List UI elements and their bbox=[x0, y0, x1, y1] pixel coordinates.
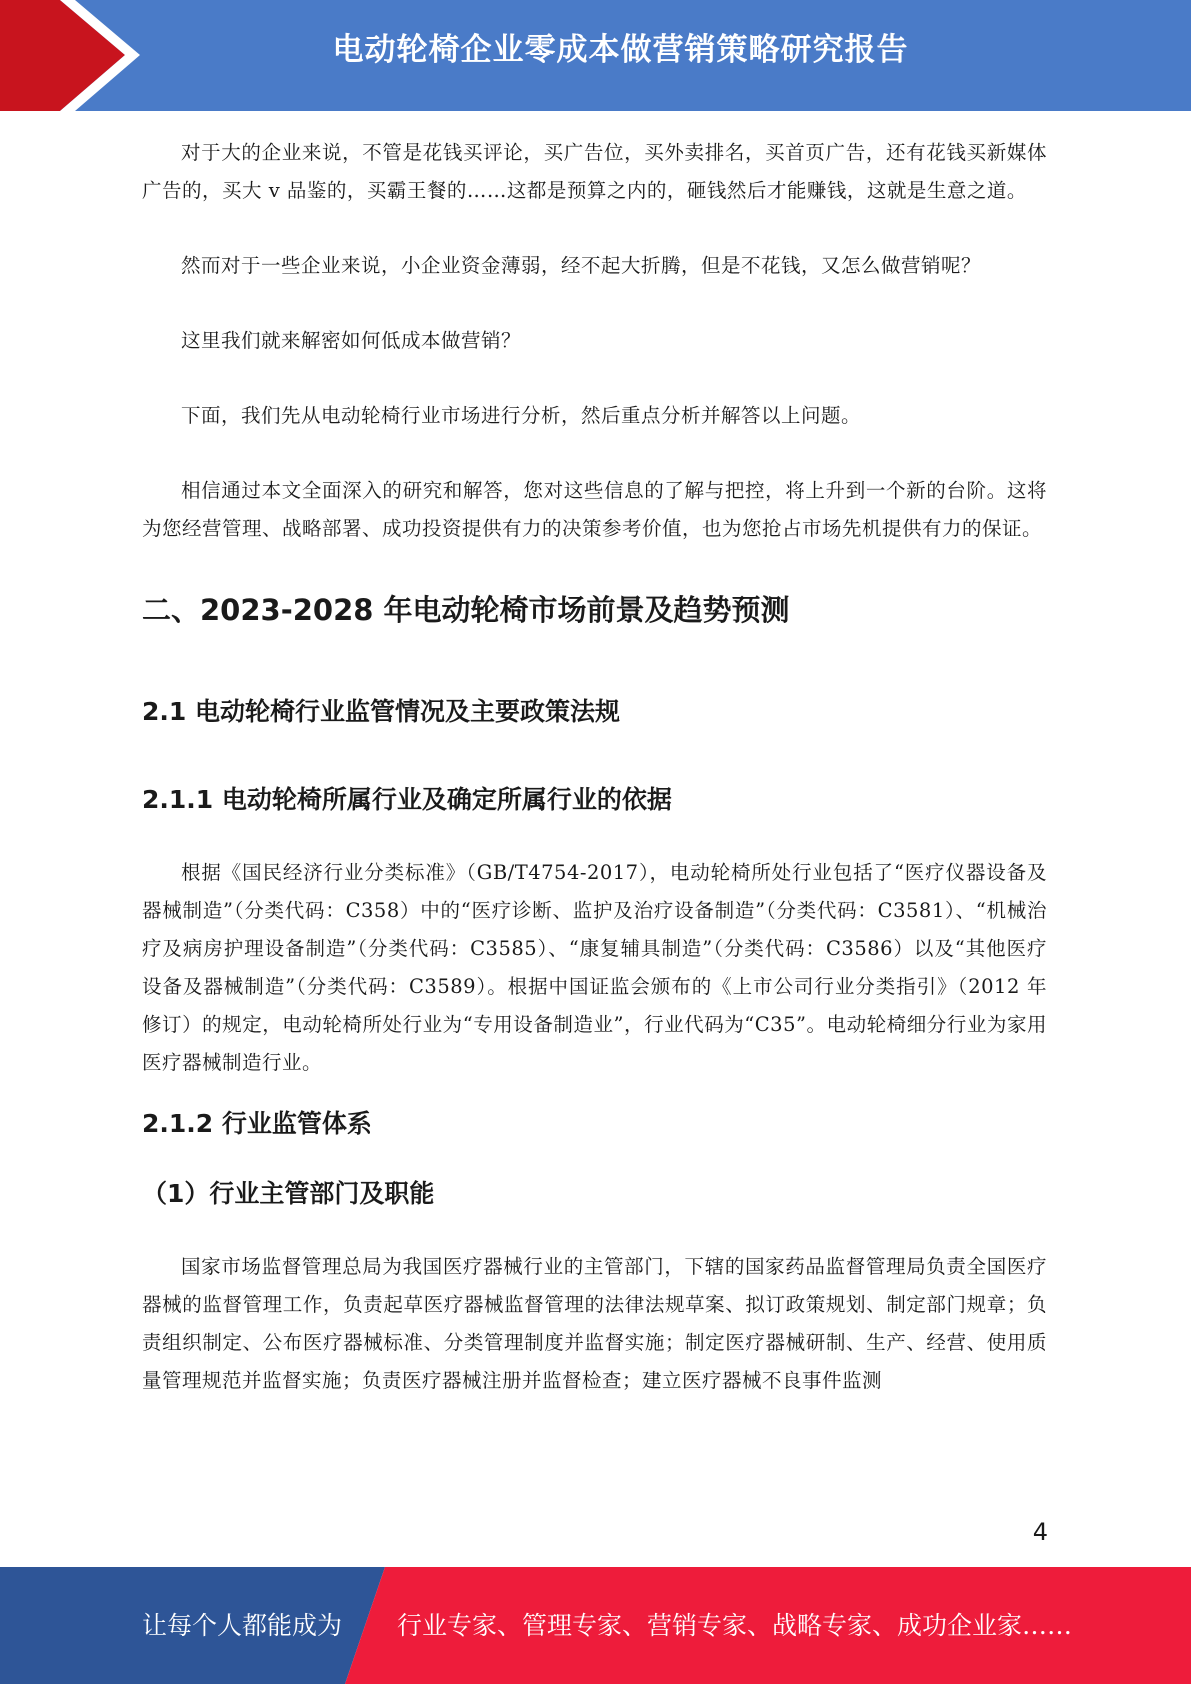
report-title: 电动轮椅企业零成本做营销策略研究报告 bbox=[332, 32, 909, 68]
heading-2-1-2: 2.1.2 行业监管体系 bbox=[142, 1109, 372, 1138]
heading-2-1: 2.1 电动轮椅行业监管情况及主要政策法规 bbox=[142, 697, 620, 726]
section-heading-2: 二、2023-2028 年电动轮椅市场前景及趋势预测 bbox=[142, 593, 790, 627]
paragraph-industry-classification: 根据《国民经济行业分类标准》（GB/T4754-2017），电动轮椅所处行业包括了“医疗仪器设备及器械制造”（分类代码：C358）中的“医疗诊断、监护及治疗设备制造”（分类代码：C3581）、“机械治疗及病房护理设备制造”（分类代码：C3585）、“康复辅具制造”（分类代码：C3586）以及“其他医疗设备及器械制造”（分类代码：C3589）。根据中国证监会颁布的《上市公司行业分类指引》（2012 年修订）的规定，电动轮椅所处行业为“专用设备制造业”，行业代码为“C35”。电动轮椅细分行业为家用医疗器械制造行业。 bbox=[142, 861, 1047, 1074]
heading-2-1-1: 2.1.1 电动轮椅所属行业及确定所属行业的依据 bbox=[142, 785, 672, 814]
page-footer bbox=[0, 1567, 1191, 1684]
paragraph-value: 相信通过本文全面深入的研究和解答，您对这些信息的了解与把控，将上升到一个新的台阶。这将为您经营管理、战略部署、成功投资提供有力的决策参考价值，也为您抢占市场先机提供有力的保证。 bbox=[142, 479, 1047, 540]
paragraph-intro: 对于大的企业来说，不管是花钱买评论，买广告位，买外卖排名，买首页广告，还有花钱买新媒体广告的，买大 v 品鉴的，买霸王餐的……这都是预算之内的，砸钱然后才能赚钱，这就是生意之道。 bbox=[142, 141, 1047, 202]
paragraph-small-business: 然而对于一些企业来说，小企业资金薄弱，经不起大折腾，但是不花钱，又怎么做营销呢？ bbox=[181, 254, 982, 277]
footer-slogan-right: 行业专家、管理专家、营销专家、战略专家、成功企业家…… bbox=[397, 1611, 1073, 1640]
paragraph-regulator-duties: 国家市场监督管理总局为我国医疗器械行业的主管部门，下辖的国家药品监督管理局负责全国医疗器械的监督管理工作，负责起草医疗器械监督管理的法律法规草案、拟订政策规划、制定部门规章；负责组织制定、公布医疗器械标准、分类管理制度并监督实施；制定医疗器械研制、生产、经营、使用质量管理规范并监督实施；负责医疗器械注册并监督检查；建立医疗器械不良事件监测 bbox=[142, 1255, 1047, 1392]
footer-slogan-left: 让每个人都能成为 bbox=[142, 1611, 343, 1640]
heading-regulator: （1）行业主管部门及职能 bbox=[142, 1179, 435, 1208]
page-number: 4 bbox=[1032, 1518, 1048, 1546]
paragraph-analysis: 下面，我们先从电动轮椅行业市场进行分析，然后重点分析并解答以上问题。 bbox=[181, 404, 862, 427]
page-header bbox=[0, 0, 1191, 111]
document-body bbox=[142, 130, 1047, 1400]
paragraph-question: 这里我们就来解密如何低成本做营销？ bbox=[181, 329, 522, 352]
